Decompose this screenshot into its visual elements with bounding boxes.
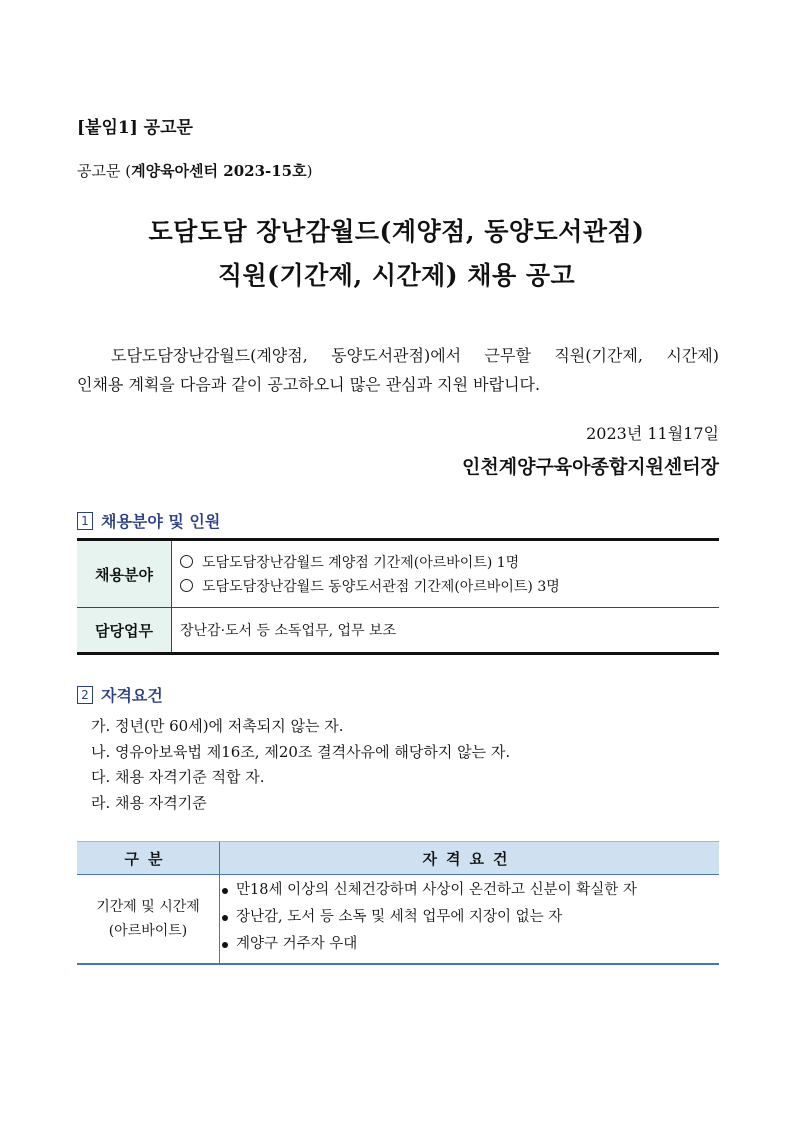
table-row (77, 607, 719, 652)
recruitment-field-cell (172, 541, 719, 607)
table-header-row (77, 841, 719, 875)
column-header-category: 구분 (77, 842, 220, 874)
section2-heading (77, 683, 163, 706)
document-title-line1: 도담도담 장난감월드(계양점, 동양도서관점) (148, 217, 645, 246)
column-header-requirements: 자격요건 (422, 849, 517, 868)
qualification-table (77, 841, 719, 965)
recruitment-table (77, 538, 719, 655)
duties-header: 담당업무 (77, 608, 172, 652)
list-item: 도담도담장난감월드 계양점 기간제(아르바이트) 1명 (180, 551, 711, 575)
list-item: 나. 영유아보육법 제16조, 제20조 결격사유에 해당하지 않는 자. (91, 742, 511, 761)
bullet-icon (222, 888, 228, 894)
circle-bullet-icon (180, 555, 193, 568)
list-item: 도담도담장난감월드 동양도서관점 기간제(아르바이트) 3명 (180, 575, 711, 599)
duties-cell: 장난감·도서 등 소독업무, 업무 보조 (180, 623, 397, 639)
list-item: 만18세 이상의 신체건강하며 사상이 온건하고 신분이 확실한 자 (220, 877, 719, 904)
list-item: 가. 정년(만 60세)에 저촉되지 않는 자. (91, 717, 344, 735)
list-item: 장난감, 도서 등 소독 및 세척 업무에 지장이 없는 자 (220, 904, 719, 931)
notice-number: 공고문 (계양육아센터 2023-15호) (77, 162, 313, 180)
notice-number-value: 계양육아센터 2023-15호 (131, 162, 307, 180)
attachment-label: [붙임1] 공고문 (77, 118, 193, 138)
section1-number: 1 (77, 512, 93, 530)
issuing-organization: 인천계양구육아종합지원센터장 (462, 456, 719, 478)
document-title-line2: 직원(기간제, 시간제) 채용 공고 (217, 261, 576, 290)
section1-title: 채용분야 및 인원 (101, 512, 221, 531)
bullet-icon (222, 942, 228, 948)
list-item: 라. 채용 자격기준 (91, 793, 207, 812)
intro-paragraph-line1: 도담도담장난감월드(계양점, 동양도서관점)에서 근무할 직원(기간제, 시간제) (111, 346, 719, 365)
section1-heading (77, 509, 220, 532)
table-row (77, 541, 719, 607)
list-item: 다. 채용 자격기준 적합 자. (91, 768, 265, 786)
notice-date: 2023년 11월17일 (586, 424, 719, 443)
qualification-list (91, 714, 510, 816)
intro-paragraph-line2: 인채용 계획을 다음과 같이 공고하오니 많은 관심과 지원 바랍니다. (77, 375, 541, 394)
recruitment-field-header: 채용분야 (77, 541, 172, 607)
table-row (77, 875, 719, 963)
category-cell: 기간제 및 시간제 (아르바이트) (77, 875, 220, 963)
bullet-icon (222, 915, 228, 921)
requirements-cell (220, 875, 719, 963)
section2-number: 2 (77, 686, 93, 704)
section2-title: 자격요건 (101, 686, 163, 705)
circle-bullet-icon (180, 579, 193, 592)
list-item: 계양구 거주자 우대 (220, 931, 719, 958)
